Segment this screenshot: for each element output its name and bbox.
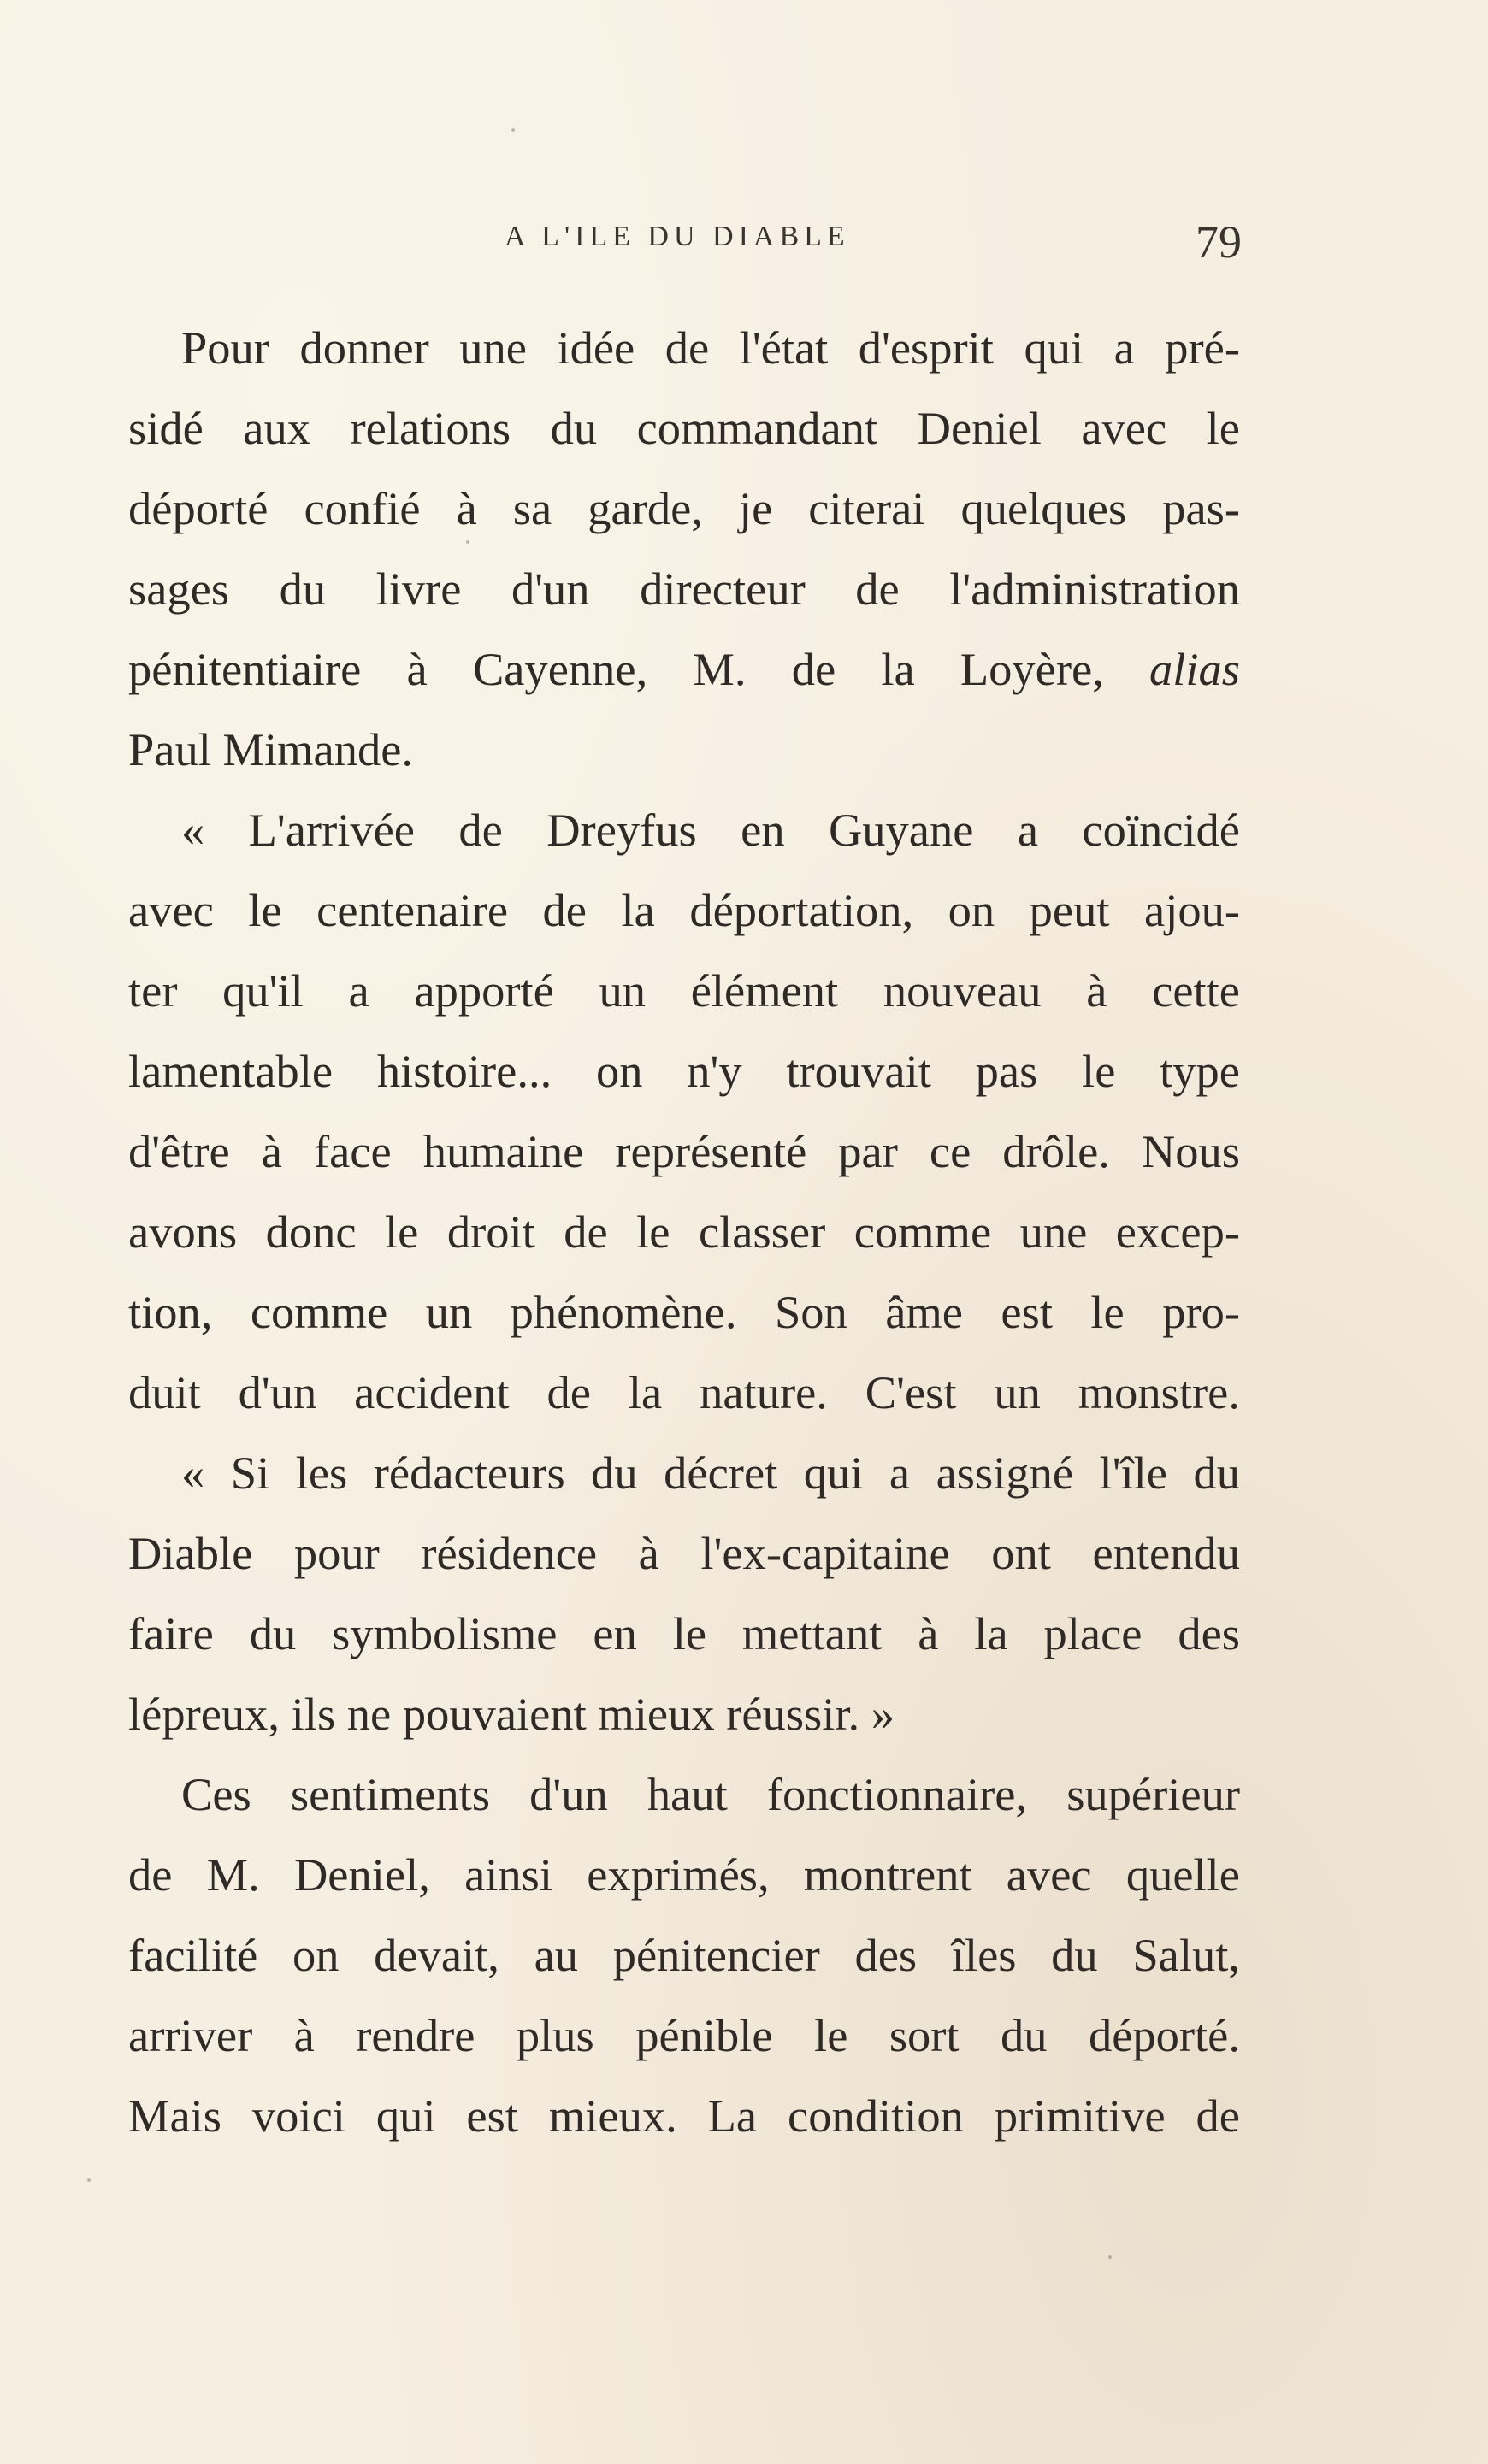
paper-speck [511, 128, 515, 132]
paper-speck [1108, 2255, 1112, 2259]
text-line: avec le centenaire de la déportation, on peut ajou- [128, 884, 1240, 936]
text-line: d'être à face humaine représenté par ce drôle. Nous [128, 1125, 1240, 1177]
text-line: facilité on devait, au pénitencier des îles du Salut, [128, 1929, 1240, 1981]
text-line: tion, comme un phénomène. Son âme est le pro- [128, 1286, 1240, 1338]
text-line: sages du livre d'un directeur de l'administration [128, 563, 1240, 615]
page-number: 79 [1196, 216, 1242, 268]
text-line: lamentable histoire... on n'y trouvait pas le type [128, 1045, 1240, 1097]
text-line [128, 629, 1240, 710]
text-line: « Si les rédacteurs du décret qui a assigné l'île du [181, 1447, 1240, 1499]
paper-speck [87, 2178, 91, 2182]
text-line: Ces sentiments d'un haut fonctionnaire, supérieur [181, 1768, 1240, 1820]
running-head: A L'ILE DU DIABLE [505, 221, 850, 252]
text-line: lépreux, ils ne pouvaient mieux réussir. » [128, 1688, 895, 1740]
text-line: ter qu'il a apporté un élément nouveau à cette [128, 964, 1240, 1017]
text-line: arriver à rendre plus pénible le sort du déporté. [128, 2009, 1240, 2061]
text-line: Paul Mimande. [128, 723, 414, 775]
body-text [128, 308, 1240, 2156]
text-line: « L'arrivée de Dreyfus en Guyane a coïncidé [181, 804, 1240, 856]
paper-speck [466, 540, 469, 544]
text-line: Diable pour résidence à l'ex-capitaine ont entendu [128, 1527, 1240, 1579]
text-line: de M. Deniel, ainsi exprimés, montrent avec quelle [128, 1848, 1240, 1901]
text-line: faire du symbolisme en le mettant à la place des [128, 1607, 1240, 1659]
text-line: sidé aux relations du commandant Deniel avec le [128, 402, 1240, 454]
text-fragment: pénitentiaire à Cayenne, M. de la Loyère, [128, 643, 1149, 695]
text-line: Mais voici qui est mieux. La condition primitive de [128, 2090, 1240, 2142]
text-line: déporté confié à sa garde, je citerai quelques pas- [128, 482, 1240, 534]
text-line: Pour donner une idée de l'état d'esprit qui a pré- [181, 321, 1240, 374]
text-line: duit d'un accident de la nature. C'est un monstre. [128, 1366, 1240, 1418]
italic-word: alias [1149, 643, 1240, 695]
text-line: avons donc le droit de le classer comme une excep- [128, 1205, 1240, 1258]
